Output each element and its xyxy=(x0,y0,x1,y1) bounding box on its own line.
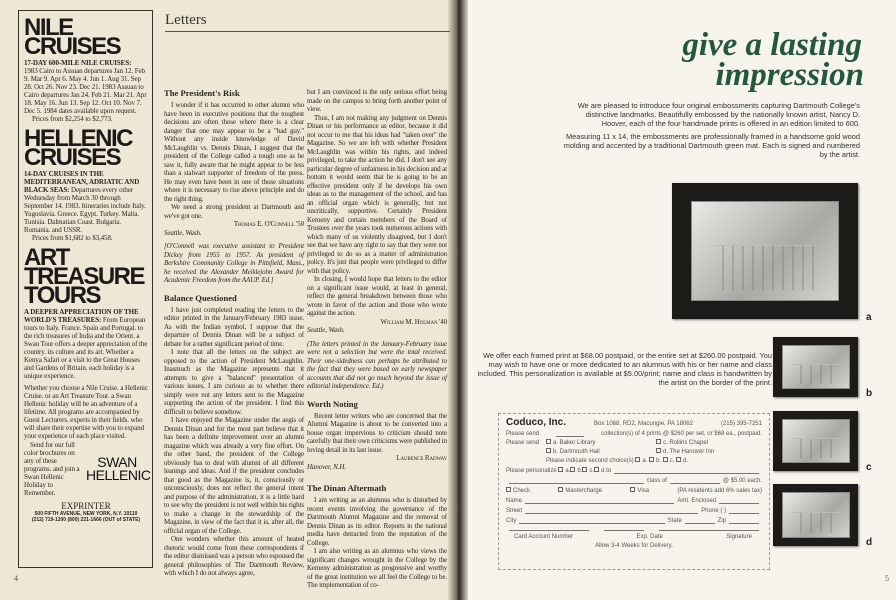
company-phone: (215) 395-7251 xyxy=(720,421,762,427)
letter-paragraph: We need a strong president at Dartmouth and we've got one. xyxy=(164,203,304,220)
print-label-c: c xyxy=(866,462,872,473)
offer-text: We offer each framed print at $68.00 postpaid, or the entire set at $260.00 postpaid. You may wish to have one or more dedicated to an alumnus with his or her name and class included. This personalization is available at $5.00/print; name and class is handwritten by the artist on the border of the print. xyxy=(477,351,772,387)
pers-c[interactable]: c. xyxy=(582,466,594,476)
pay-mastercharge[interactable]: Mastercharge xyxy=(558,486,602,496)
name-field[interactable] xyxy=(525,496,674,504)
company-name: Coduco, Inc. xyxy=(506,417,566,428)
intro-text: We are pleased to introduce four original embossments capturing Dartmouth College's distinctive landmarks. Beautifully embossed by the nationally known artist, Nancy D. Hoover, each of the four handmade prints is offered in an edition limited to 600. Measuring 11 x 14, the embossments are professionally framed in a handsome gold wood molding and accented by a traditional Dartmouth green mat. Each is signed and numbered by the artist. xyxy=(563,101,860,159)
name-label: Name xyxy=(506,498,523,504)
state-label: State xyxy=(667,518,682,524)
print-label-d: d xyxy=(866,537,873,548)
second-c[interactable]: c. xyxy=(663,458,675,464)
exp-field[interactable] xyxy=(604,530,644,531)
signature-label: Signature xyxy=(726,534,752,540)
letter-heading: The Dinan Aftermath xyxy=(307,483,387,493)
second-d[interactable]: d. xyxy=(676,458,688,464)
nile-prices: Prices from $2,254 to $2,773. xyxy=(32,115,113,123)
ad-para3: Send for our full color brochures on any of these programs. and join a Swan Hellenic Holiday to Remember. xyxy=(24,441,80,497)
editor-note: [O'Connell was executive assistant to President Dickey from 1955 to 1957. As president of Berkshire Community College in Pittsfield, Mass., he received the Alexander Meiklejohn Award for Academic Freedom from the AAUP. Ed.] xyxy=(164,242,304,284)
send-label: Please send xyxy=(506,440,540,446)
letter-signature: Thomas E. O'Connell '50 xyxy=(233,220,304,228)
option-a[interactable]: a. Baker Library xyxy=(546,439,656,448)
page-number-right: 5 xyxy=(885,574,889,583)
second-a[interactable]: a. xyxy=(635,458,647,464)
print-d-image xyxy=(773,484,858,546)
letter-signature: William M. Holman '40 xyxy=(380,317,447,326)
amt-label: Amt. Enclosed xyxy=(677,498,716,504)
street-label: Street xyxy=(506,508,523,514)
pers-d[interactable]: d. xyxy=(594,466,606,476)
option-c[interactable]: c. Rollins Chapel xyxy=(656,439,766,448)
collections-qty-field[interactable] xyxy=(556,429,584,437)
collections-text: collection(s) of 4 prints @ $260 per set, or $68 ea., postpaid. xyxy=(601,431,762,437)
personalize-label: Please personalize xyxy=(506,468,557,474)
print-label-a: a xyxy=(866,312,872,323)
agent-phone: (212) 719-1200 (800) 221-1666 (OUT of STATE) xyxy=(31,517,141,523)
city-field[interactable] xyxy=(519,516,664,524)
order-form xyxy=(498,413,770,570)
nile-body: 1983 Cairo to Assuan departures Jan 12. Feb 9. Mar 9. Apr 6. May 4. Jun 1. Aug 31. Sep 28. Oct 26. Nov 23. Dec 21. 1983 Assuan to Cairo departures Jan 24. Feb 21. Mar 21. Apr 18. May 16. Jun 13. Sep 12. Oct 10. Nov 7. Dec 5. 1984 dates available upon request. xyxy=(24,67,147,115)
header-rule xyxy=(165,31,450,32)
tax-note: (PA residents add 6% sales tax) xyxy=(677,488,762,494)
letter-paragraph: Recent letter writers who are concerned that the Alumni Magazine is about to be converted into a house organ impervious to criticism should note carefully that their own criticisms were published in loving detail in its last issue. xyxy=(307,411,447,454)
print-b-image xyxy=(773,337,858,397)
card-label: Card Account Number xyxy=(514,534,574,540)
letter-heading: Worth Noting xyxy=(307,398,358,409)
exp-label: Exp. Date xyxy=(636,534,663,540)
amt-field[interactable] xyxy=(719,496,759,504)
ad-title-nile: NILE CRUISES xyxy=(24,14,121,60)
signature-field[interactable] xyxy=(659,530,759,531)
letter-paragraph: Thus, I am not making any judgment on Dennis Dinan or his performance as editor, because it did not occur to me that his ideas had "taken over" the Magazine. So we are left with whether President McLaughlin was within his rights, and indeed privileged, to take the action he did. I don't see any particular degree of unfairness in his decision and at bottom it would seem that he is going to be an effective president only if he develops his own ideas as to the management of the school, and has an official organ which is generally, but not uncritically, supportive. Certainly President Kemeny and certain members of the Board of Trustees over the years took numerous actions with which many of us violently disagreed, but I don't see that we have any right to say that they were not privileged to do so as a matter of administration policy. It's just that people were privileged to differ with that policy. xyxy=(307,113,447,275)
city-label: City xyxy=(506,518,517,524)
personalize-name-field-2[interactable] xyxy=(509,476,644,484)
letter-paragraph: I have enjoyed the Magazine under the aegis of Dennis Dinan and for the most part believe that it has been a definite improvement over an alumni magazine which was already a very fine effort. On the other hand, the president of the College obviously has to deal with alumni of all different leanings and ideas. And if the president concludes that good as the Magazine is, it, consciously or unconsciously, does not reflect the general intent and purpose of the administration, it is a little hard to see why the president is not well within his rights to make a change in the stewardship of the Magazine, in view of the fact that it is, after all, the official organ of the College. xyxy=(164,416,304,535)
agent-name: EXPRINTER xyxy=(61,501,111,511)
letter-location: Hanover, N.H. xyxy=(307,462,346,471)
pers-b[interactable]: b. xyxy=(570,466,582,476)
letter-paragraph: I am writing as an alumnus who is disturbed by recent events involving the governance of the Dartmouth Alumni Magazine and the removal of Dennis Dinan as its editor. Reports in the national media have detracted from the reputation of the College. xyxy=(307,496,447,547)
class-field[interactable] xyxy=(670,476,720,484)
print-a-image xyxy=(672,183,858,319)
nile-caption: 17-DAY 600-MILE NILE CRUISES: xyxy=(24,59,132,67)
letters-column-1 xyxy=(164,88,304,578)
phone-line xyxy=(729,506,759,514)
letter-paragraph: In closing, I would hope that letters to the editor on a significant issue would, at least in general, reflect the general breakdown between those who wrote in favor of the action and those who wrote against the action. xyxy=(307,275,447,317)
delivery-note: Allow 3-4 Weeks for Delivery. xyxy=(595,543,673,549)
card-field[interactable] xyxy=(509,530,589,531)
letter-location: Seattle, Wash. xyxy=(164,228,202,237)
personalize-name-field[interactable] xyxy=(614,466,759,474)
ad-headline: give a lasting impression xyxy=(682,27,864,93)
letter-heading: The President's Risk xyxy=(164,88,240,98)
letter-heading: Balance Questioned xyxy=(164,292,237,303)
letter-paragraph: I have just completed reading the letters to the editor printed in the January/February 1983 issue. As with the Indian symbol, I suppose that the departure of Dennis Dinan will be a subject of debate for a rather significant period of time. xyxy=(164,305,304,348)
option-d[interactable]: d. The Hanover Inn xyxy=(656,448,766,457)
section-title: Letters xyxy=(165,12,207,28)
company-address: Box 1068, RD2, Macungie, PA 18062 xyxy=(594,421,693,427)
phone-label: Phone xyxy=(701,508,719,514)
letter-location: Seattle, Wash. xyxy=(307,326,345,334)
print-c-image xyxy=(773,411,858,471)
pay-check[interactable]: Check xyxy=(506,486,530,496)
zip-field[interactable] xyxy=(729,516,759,524)
swan-hellenic-ad xyxy=(18,10,153,568)
each-price: @ $5.00 each. xyxy=(722,478,762,484)
print-label-b: b xyxy=(866,388,873,399)
second-choice-label: Please indicate second choice(s) xyxy=(546,458,634,464)
letter-paragraph: I am also writing as an alumnus who views the significant changes wrought in the College by the Kemeny administration as progressive and worthy of the great institution we all feel the College to be. The implementation of co- xyxy=(307,547,447,589)
pay-visa[interactable]: Visa xyxy=(630,486,649,496)
letter-paragraph: I note that all the letters on the subject are opposed to the action of President McLaughlin. Inasmuch as the Magazine represents that it attempts to give a "balanced" presentation of various issues, I am curious as to whether there simply were not any letters sent to the Magazine supporting the action of the president. I find this difficult to believe somehow. xyxy=(164,348,304,416)
ad-title-hellenic: HELLENIC CRUISES xyxy=(24,125,132,171)
letter-paragraph: I wonder if it has occurred to other alumni who have been in executive positions that the toughest decisions are often those where there is a clear danger that one may appear to be a "bad guy." Without any inside knowledge of David McLaughlin vs. Dennis Dinan, I suggest that the president of the College called a tough one as he saw it, fully aware that he might appear to be less than a stalwart supporter of freedom of the press. He may even have been in one of those situations where it is necessary to rise above principle and do the right thing. xyxy=(164,101,304,203)
art-caption: A DEEPER APPRECIATION OF THE WORLD'S TREASURES: xyxy=(24,308,139,324)
ad-title-art: ART TREASURE TOURS xyxy=(24,244,145,309)
hellenic-caption: 14-DAY CRUISES IN THE MEDITERRANEAN, ADRIATIC AND BLACK SEAS: xyxy=(24,170,140,194)
art-body: From European tours to Italy. France. Spain and Portugal. to the rich treasures of India and the Orient. a Swan Tour offers a deeper appreciation of the country. its culture and its art. Whether a Kenya Safari or a visit to the Great Houses and Gardens of Britain. each holiday is a unique experience. xyxy=(24,316,148,380)
letter-paragraph: One wonders whether this amount of heated rhetoric would come from these correspondents if the editor dismissed was a person who espoused the general philosophies of The Dartmouth Review, with which I do not always agree, xyxy=(164,535,304,577)
letter-signature: Laurence Radway xyxy=(396,454,447,462)
swan-hellenic-logo: SWAN HELLENIC xyxy=(86,454,151,483)
ad-para2: Whether you choose a Nile Cruise. a Hellenic Cruise. or an Art Treasure Tour. a Swan Hellenic holiday will be an adventure of a lifetime. All programs are accompanied by Guest Lecturers. experts in their fields. who will share their expertise with you to expand your experience of each place visited. xyxy=(24,384,148,440)
to-label: to xyxy=(606,468,612,474)
street-field[interactable] xyxy=(525,506,698,514)
agent-address: 500 FIFTH AVENUE, NEW YORK, N.Y. 10110 xyxy=(34,511,138,517)
editor-note: (The letters printed in the January-February issue were not a selection but were the total received. Their one-sidedness can perhaps be attributed to the fact that they were based on early newspaper accounts that did not go much beyond the issue of editorial independence. Ed.) xyxy=(307,339,447,390)
pers-a[interactable]: a. xyxy=(558,466,570,476)
hellenic-prices: Prices from $1,682 to $3,458. xyxy=(32,234,113,242)
phone-field[interactable]: ( ) xyxy=(720,508,726,514)
second-b[interactable]: b. xyxy=(649,458,661,464)
zip-label: Zip xyxy=(717,518,726,524)
letter-paragraph: but I am convinced is the only serious effort being made on the campus to bring forth another point of view. xyxy=(307,88,447,113)
class-of-label: class of xyxy=(646,478,667,484)
page-number-left: 4 xyxy=(14,574,18,583)
state-field[interactable] xyxy=(685,516,715,524)
letters-column-2 xyxy=(307,88,447,590)
send-label: Please send xyxy=(506,431,540,437)
hellenic-body: Departures every other Wednesday from March 30 through September 14. 1983. Itineraries include Italy. Yugoslavia. Greece. Egypt. Turkey. Malta. Tunisia. Dalmatian Coast. Bulgaria. Romania. and USSR. xyxy=(24,186,146,234)
option-b[interactable]: b. Dartmouth Hall xyxy=(546,448,656,457)
page-gutter xyxy=(448,0,468,600)
